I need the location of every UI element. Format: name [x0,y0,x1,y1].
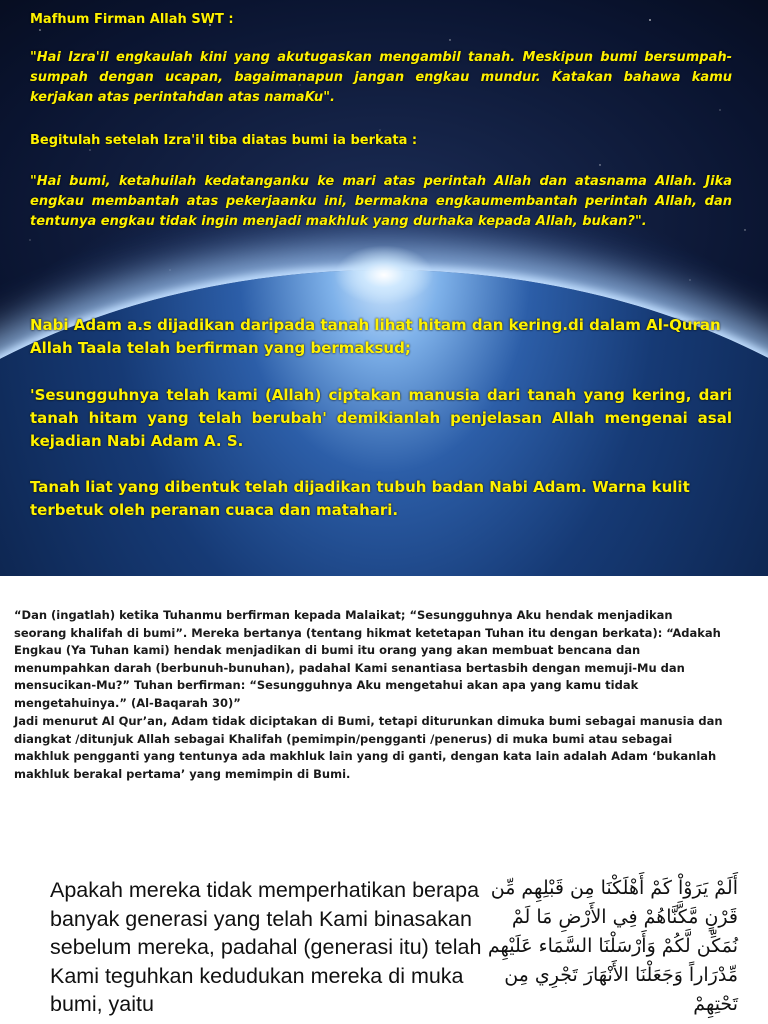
slide3-arabic-verse: أَلَمْ يَرَوْاْ كَمْ أَهْلَكْنَا مِن قَبْلِهِم مِّن قَرْنٍ مَّكَّنَّاهُمْ فِي الأَرْضِ مَا لَمْ نُمَكِّن لَّكُمْ وَأَرْسَلْنَا السَّمَاء عَلَيْهِم مِّدْرَاراً وَجَعَلْنَا الأَنْهَارَ تَجْرِي مِن تَحْتِهِمْ [487,877,738,1015]
slide1-quote-izrail: "Hai Izra'il engkaulah kini yang akutugaskan mengambil tanah. Meskipun bumi bersumpah-sumpah dengan ucapan, bagaimanapun jangan engkau mundur. Katakan bahawa kamu kerjakan atas perintahdan atas namaKu". [30,50,732,105]
slide3-indonesian-translation: Apakah mereka tidak memperhatikan berapa banyak generasi yang telah Kami binasakan sebelum mereka, padahal (generasi itu) telah Kami teguhkan kedudukan mereka di muka bumi, yaitu [50,878,482,1016]
slide1-quote-bumi: "Hai bumi, ketahuilah kedatanganku ke mari atas perintah Allah dan atasnama Allah. Jika engkau membantah atas pekerjaanku ini, bermakna engkaumembantah perintah Allah, dan tentunya engkau tidak ingin menjadi makhluk yang durhaka kepada Allah, bukan?". [30,174,732,229]
slide1-intro-text: Begitulah setelah Izra'il tiba diatas bumi ia berkata : [30,133,418,148]
slide1-paragraph-tanah-liat: Tanah liat yang dibentuk telah dijadikan tubuh badan Nabi Adam. Warna kulit terbetuk oleh peranan cuaca dan matahari. [30,478,690,519]
slide2-quote-baqarah: “Dan (ingatlah) ketika Tuhanmu berfirman kepada Malaikat; “Sesungguhnya Aku hendak menjadikan seorang khalifah di bumi”. Mereka bertanya (tentang hikmat ketetapan Tuhan itu dengan berkata): “Adakah Engkau (Ya Tuhan kami) hendak menjadikan di bumi itu orang yang akan membuat bencana dan menumpahkan darah (berbunuh-bunuhan), padahal Kami senantiasa bertasbih dengan memuji-Mu dan mensucikan-Mu?” Tuhan berfirman: “Sesungguhnya Aku mengetahui akan apa yang kamu tidak mengetahuinya.” (Al-Baqarah 30)” [14,608,721,710]
sun-glare [334,245,434,305]
slide1-paragraph-adam: Nabi Adam a.s dijadikan daripada tanah lihat hitam dan kering.di dalam Al-Quran Allah Taala telah berfirman yang bermaksud; [30,316,721,357]
slide1-paragraph-verse: 'Sesungguhnya telah kami (Allah) ciptakan manusia dari tanah yang kering, dari tanah hitam yang telah berubah' demikianlah penjelasan Allah mengenai asal kejadian Nabi Adam A. S. [30,386,732,450]
slide2-paragraph-explanation: Jadi menurut Al Qur’an, Adam tidak diciptakan di Bumi, tetapi diturunkan dimuka bumi sebagai manusia dan diangkat /ditunjuk Allah sebagai Khalifah (pemimpin/pengganti /penerus) di muka bumi atau sebagai makhluk pengganti yang tentunya ada makhluk lain yang di ganti, dengan kata lain adalah Adam ‘bukanlah makhluk berakal pertama’ yang memimpin di Bumi. [14,714,723,781]
slide1-heading: Mafhum Firman Allah SWT : [30,12,234,27]
